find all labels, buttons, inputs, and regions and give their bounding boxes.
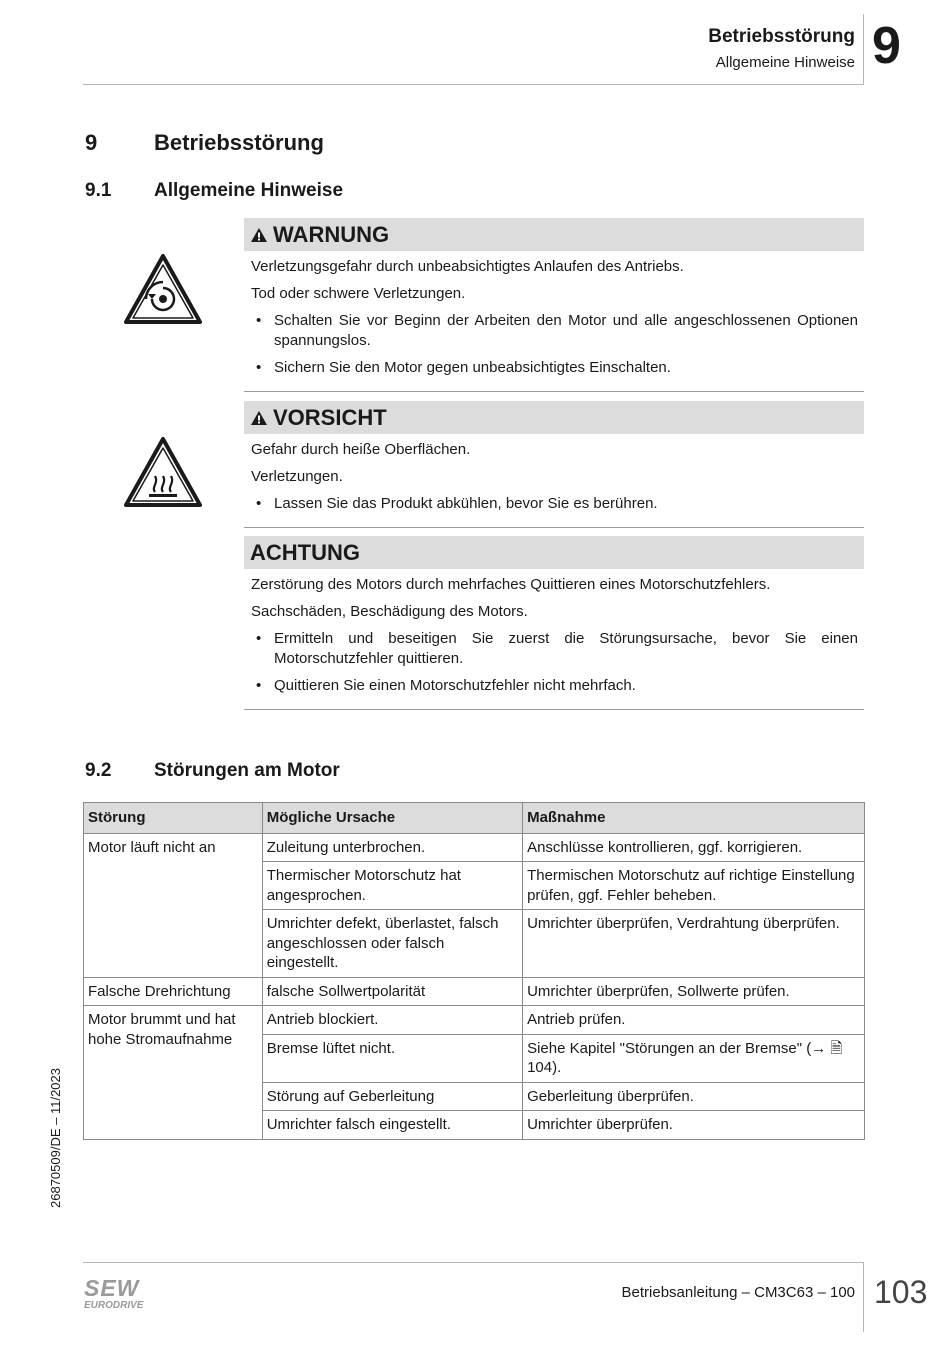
- table-row: [84, 1006, 865, 1035]
- table-cell-action: Umrichter überprüfen.: [523, 1111, 865, 1140]
- caution-measure-item: • Lassen Sie das Produkt abkühlen, bevor Sie es berühren.: [251, 494, 858, 514]
- table-cell-cause: Störung auf Geberleitung: [262, 1082, 522, 1111]
- section-number: 9.2: [85, 760, 112, 781]
- footer-rule: [83, 1262, 864, 1263]
- attention-measure-item: • Ermitteln und beseitigen Sie zuerst die Störungsursache, bevor Sie einen Motorschutzfehler quittieren.: [251, 629, 858, 669]
- table-cell-cause: Bremse lüftet nicht.: [262, 1034, 522, 1082]
- warning-label: WARNUNG: [273, 221, 390, 247]
- svg-text:SEW: SEW: [84, 1276, 140, 1301]
- rotating-parts-sign-icon: [122, 252, 204, 326]
- table-header-cause: Mögliche Ursache: [262, 803, 522, 834]
- header-divider: [863, 14, 864, 84]
- caution-notice: [244, 401, 864, 528]
- table-cell-action: Antrieb prüfen.: [523, 1006, 865, 1035]
- section-title: Allgemeine Hinweise: [154, 180, 344, 201]
- table-cell-action: Geberleitung überprüfen.: [523, 1082, 865, 1111]
- table-cell-cause: Umrichter falsch eingestellt.: [262, 1111, 522, 1140]
- attention-notice-bar: [244, 536, 864, 569]
- section-number: 9.1: [85, 180, 112, 201]
- table-cell-cause: Zuleitung unterbrochen.: [262, 833, 522, 862]
- chapter-title: Betriebsstörung: [154, 130, 324, 155]
- svg-text:EURODRIVE: EURODRIVE: [84, 1300, 144, 1311]
- warning-measure-item: • Sichern Sie den Motor gegen unbeabsichtigtes Einschalten.: [251, 358, 858, 378]
- page-number: 103: [874, 1274, 928, 1310]
- attention-consequence-text: Sachschäden, Beschädigung des Motors.: [251, 603, 528, 620]
- caution-label: VORSICHT: [273, 404, 387, 430]
- footer-document-title: Betriebsanleitung – CM3C63 – 100: [621, 1284, 855, 1301]
- table-cell-action: Umrichter überprüfen, Sollwerte prüfen.: [523, 977, 865, 1006]
- table-row: [84, 833, 865, 862]
- header-chapter-number: 9: [872, 17, 901, 75]
- table-cell-cause: falsche Sollwertpolarität: [262, 977, 522, 1006]
- attention-measure-item: • Quittieren Sie einen Motorschutzfehler nicht mehrfach.: [251, 676, 858, 696]
- hot-surface-sign-icon: [122, 435, 204, 509]
- warning-notice-bar: [244, 218, 864, 251]
- table-cell-action: Siehe Kapitel "Störungen an der Bremse" (→ 🗎 104).: [523, 1034, 865, 1082]
- caution-notice-bar: [244, 401, 864, 434]
- table-cell-action: Anschlüsse kontrollieren, ggf. korrigieren.: [523, 833, 865, 862]
- table-cell-cause: Umrichter defekt, überlastet, falsch angeschlossen oder falsch eingestellt.: [262, 910, 522, 978]
- warning-measure-item: • Schalten Sie vor Beginn der Arbeiten den Motor und alle angeschlossenen Optionen spannungslos.: [251, 311, 858, 351]
- table-cell-cause: Thermischer Motorschutz hat angesprochen.: [262, 862, 522, 910]
- table-cell-fault: Falsche Drehrichtung: [84, 977, 263, 1006]
- motor-fault-table: [83, 802, 865, 1140]
- document-code: 26870509/DE – 11/2023: [48, 1068, 63, 1208]
- notice-attention: [244, 536, 864, 710]
- warning-triangle-icon: [250, 410, 268, 426]
- warning-consequence-text: Tod oder schwere Verletzungen.: [251, 285, 466, 302]
- table-header-action: Maßnahme: [523, 803, 865, 834]
- warning-hazard-text: Verletzungsgefahr durch unbeabsichtigtes Anlaufen des Antriebs.: [251, 258, 684, 275]
- header-title: Betriebsstörung: [708, 26, 855, 47]
- caution-hazard-text: Gefahr durch heiße Oberflächen.: [251, 441, 471, 458]
- warning-triangle-icon: [250, 227, 268, 243]
- warning-notice: [244, 218, 864, 392]
- table-header-row: [84, 803, 865, 834]
- section-title: Störungen am Motor: [154, 760, 340, 781]
- table-cell-fault: Motor läuft nicht an: [84, 833, 263, 977]
- table-cell-action: Thermischen Motorschutz auf richtige Einstellung prüfen, ggf. Fehler beheben.: [523, 862, 865, 910]
- header-subtitle: Allgemeine Hinweise: [715, 54, 855, 71]
- footer-divider: [863, 1262, 864, 1332]
- attention-label: ACHTUNG: [250, 539, 360, 565]
- attention-hazard-text: Zerstörung des Motors durch mehrfaches Quittieren eines Motorschutzfehlers.: [251, 576, 771, 593]
- table-row: [84, 977, 865, 1006]
- sew-eurodrive-logo: [83, 1276, 155, 1312]
- chapter-number: 9: [85, 130, 98, 155]
- table-cell-action: Umrichter überprüfen, Verdrahtung überprüfen.: [523, 910, 865, 978]
- header-rule: [83, 84, 864, 85]
- table-cell-cause: Antrieb blockiert.: [262, 1006, 522, 1035]
- caution-consequence-text: Verletzungen.: [251, 468, 343, 485]
- table-cell-fault: Motor brummt und hat hohe Stromaufnahme: [84, 1006, 263, 1140]
- table-header-fault: Störung: [84, 803, 263, 834]
